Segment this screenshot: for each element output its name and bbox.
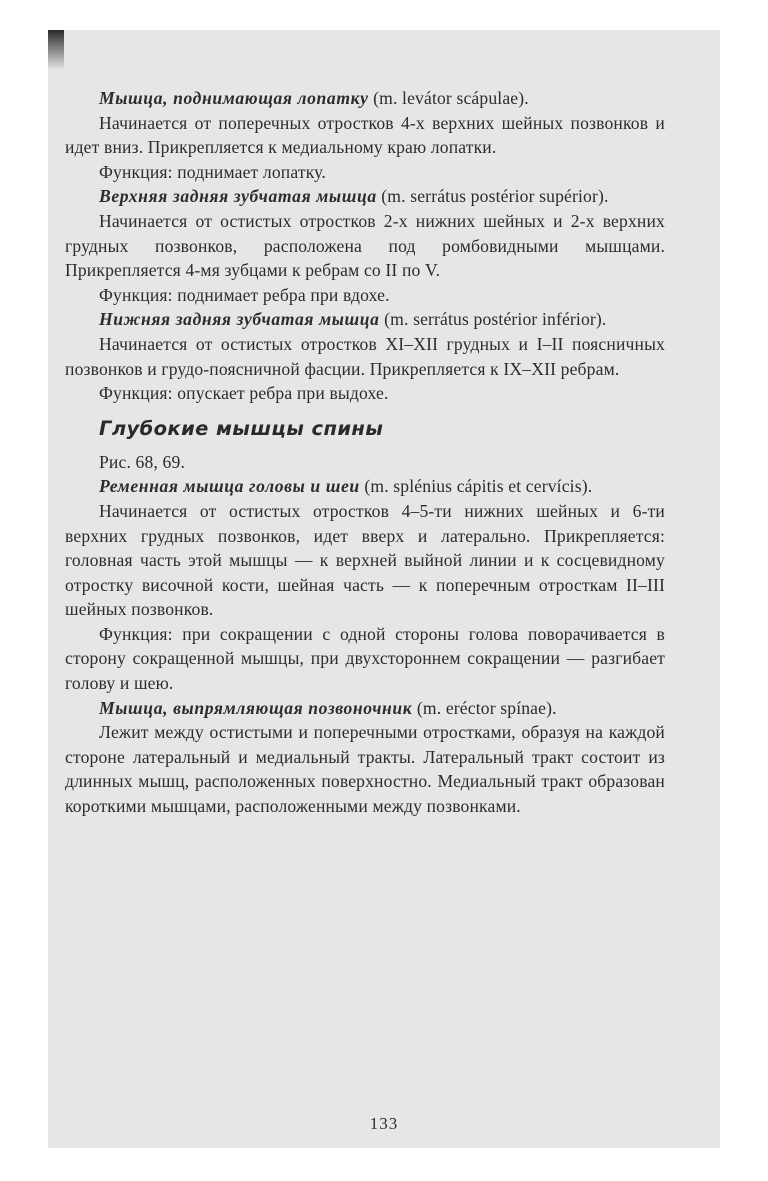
binding-shadow xyxy=(48,30,64,70)
paragraph-serratus-superior-origin: Начинается от остистых отростков 2-х нижних шейных и 2-х верхних грудных позвонков, расположена под ромбовидными мышцами. Прикрепляется 4-мя зубцами к ребрам со II по V. xyxy=(65,210,665,281)
page-body xyxy=(65,86,665,819)
paragraph-serratus-inferior-function: Функция: опускает ребра при выдохе. xyxy=(99,383,389,404)
paragraph-splenius-origin: Начинается от остистых отростков 4–5-ти нижних шейных и 6-ти верхних грудных позвонков, идет вверх и латерально. Прикрепляется: головная часть этой мышцы — к верхней выйной линии и к сосцевидному отростку височной кости, шейная часть — к поперечным отросткам II–III шейных позвонков. xyxy=(65,500,665,620)
paragraph-erector-title xyxy=(65,696,665,721)
latin-name: (m. serrátus postérior inférior). xyxy=(379,309,607,330)
section-heading: Глубокие мышцы спины xyxy=(99,416,384,440)
paragraph-serratus-superior-title xyxy=(65,184,665,209)
paragraph-erector-description: Лежит между остистыми и поперечными отростками, образуя на каждой стороне латеральный и медиальный тракты. Латеральный тракт состоит из длинных мышц, расположенных поверхностно. Медиальный тракт образован короткими мышцами, расположенными между позвонками. xyxy=(65,722,665,817)
latin-name: (m. eréctor spínae). xyxy=(412,697,557,718)
paragraph-splenius-function: Функция: при сокращении с одной стороны голова поворачивается в сторону сокращенной мышцы, при двухстороннем сокращении — разгибает голову и шею. xyxy=(65,623,665,694)
paragraph-figure-reference: Рис. 68, 69. xyxy=(99,451,185,472)
muscle-term: Верхняя задняя зубчатая мышца xyxy=(99,186,377,207)
page-number: 133 xyxy=(369,1114,399,1133)
paragraph-serratus-inferior-title xyxy=(65,307,665,332)
latin-name: (m. levátor scápulae). xyxy=(368,88,529,108)
paragraph-levator-title xyxy=(65,86,665,111)
muscle-term: Мышца, поднимающая лопатку xyxy=(99,88,369,108)
paragraph-serratus-superior-function: Функция: поднимает ребра при вдохе. xyxy=(99,284,390,305)
muscle-term: Мышца, выпрямляющая позвоночник xyxy=(99,697,413,718)
latin-name: (m. splénius cápitis et cervícis). xyxy=(359,476,593,497)
paragraph-levator-origin: Начинается от поперечных отростков 4-х верхних шейных позвонков и идет вниз. Прикрепляется к медиальному краю лопатки. xyxy=(65,112,665,158)
latin-name: (m. serrátus postérior supérior). xyxy=(376,186,609,207)
paragraph-serratus-inferior-origin: Начинается от остистых отростков XI–XII грудных и I–II поясничных позвонков и грудо-поясничной фасции. Прикрепляется к IX–XII ребрам. xyxy=(65,333,665,379)
muscle-term: Ременная мышца головы и шеи xyxy=(99,476,360,497)
paragraph-splenius-title xyxy=(65,474,665,499)
muscle-term: Нижняя задняя зубчатая мышца xyxy=(99,309,380,330)
paragraph-levator-function: Функция: поднимает лопатку. xyxy=(99,161,326,182)
